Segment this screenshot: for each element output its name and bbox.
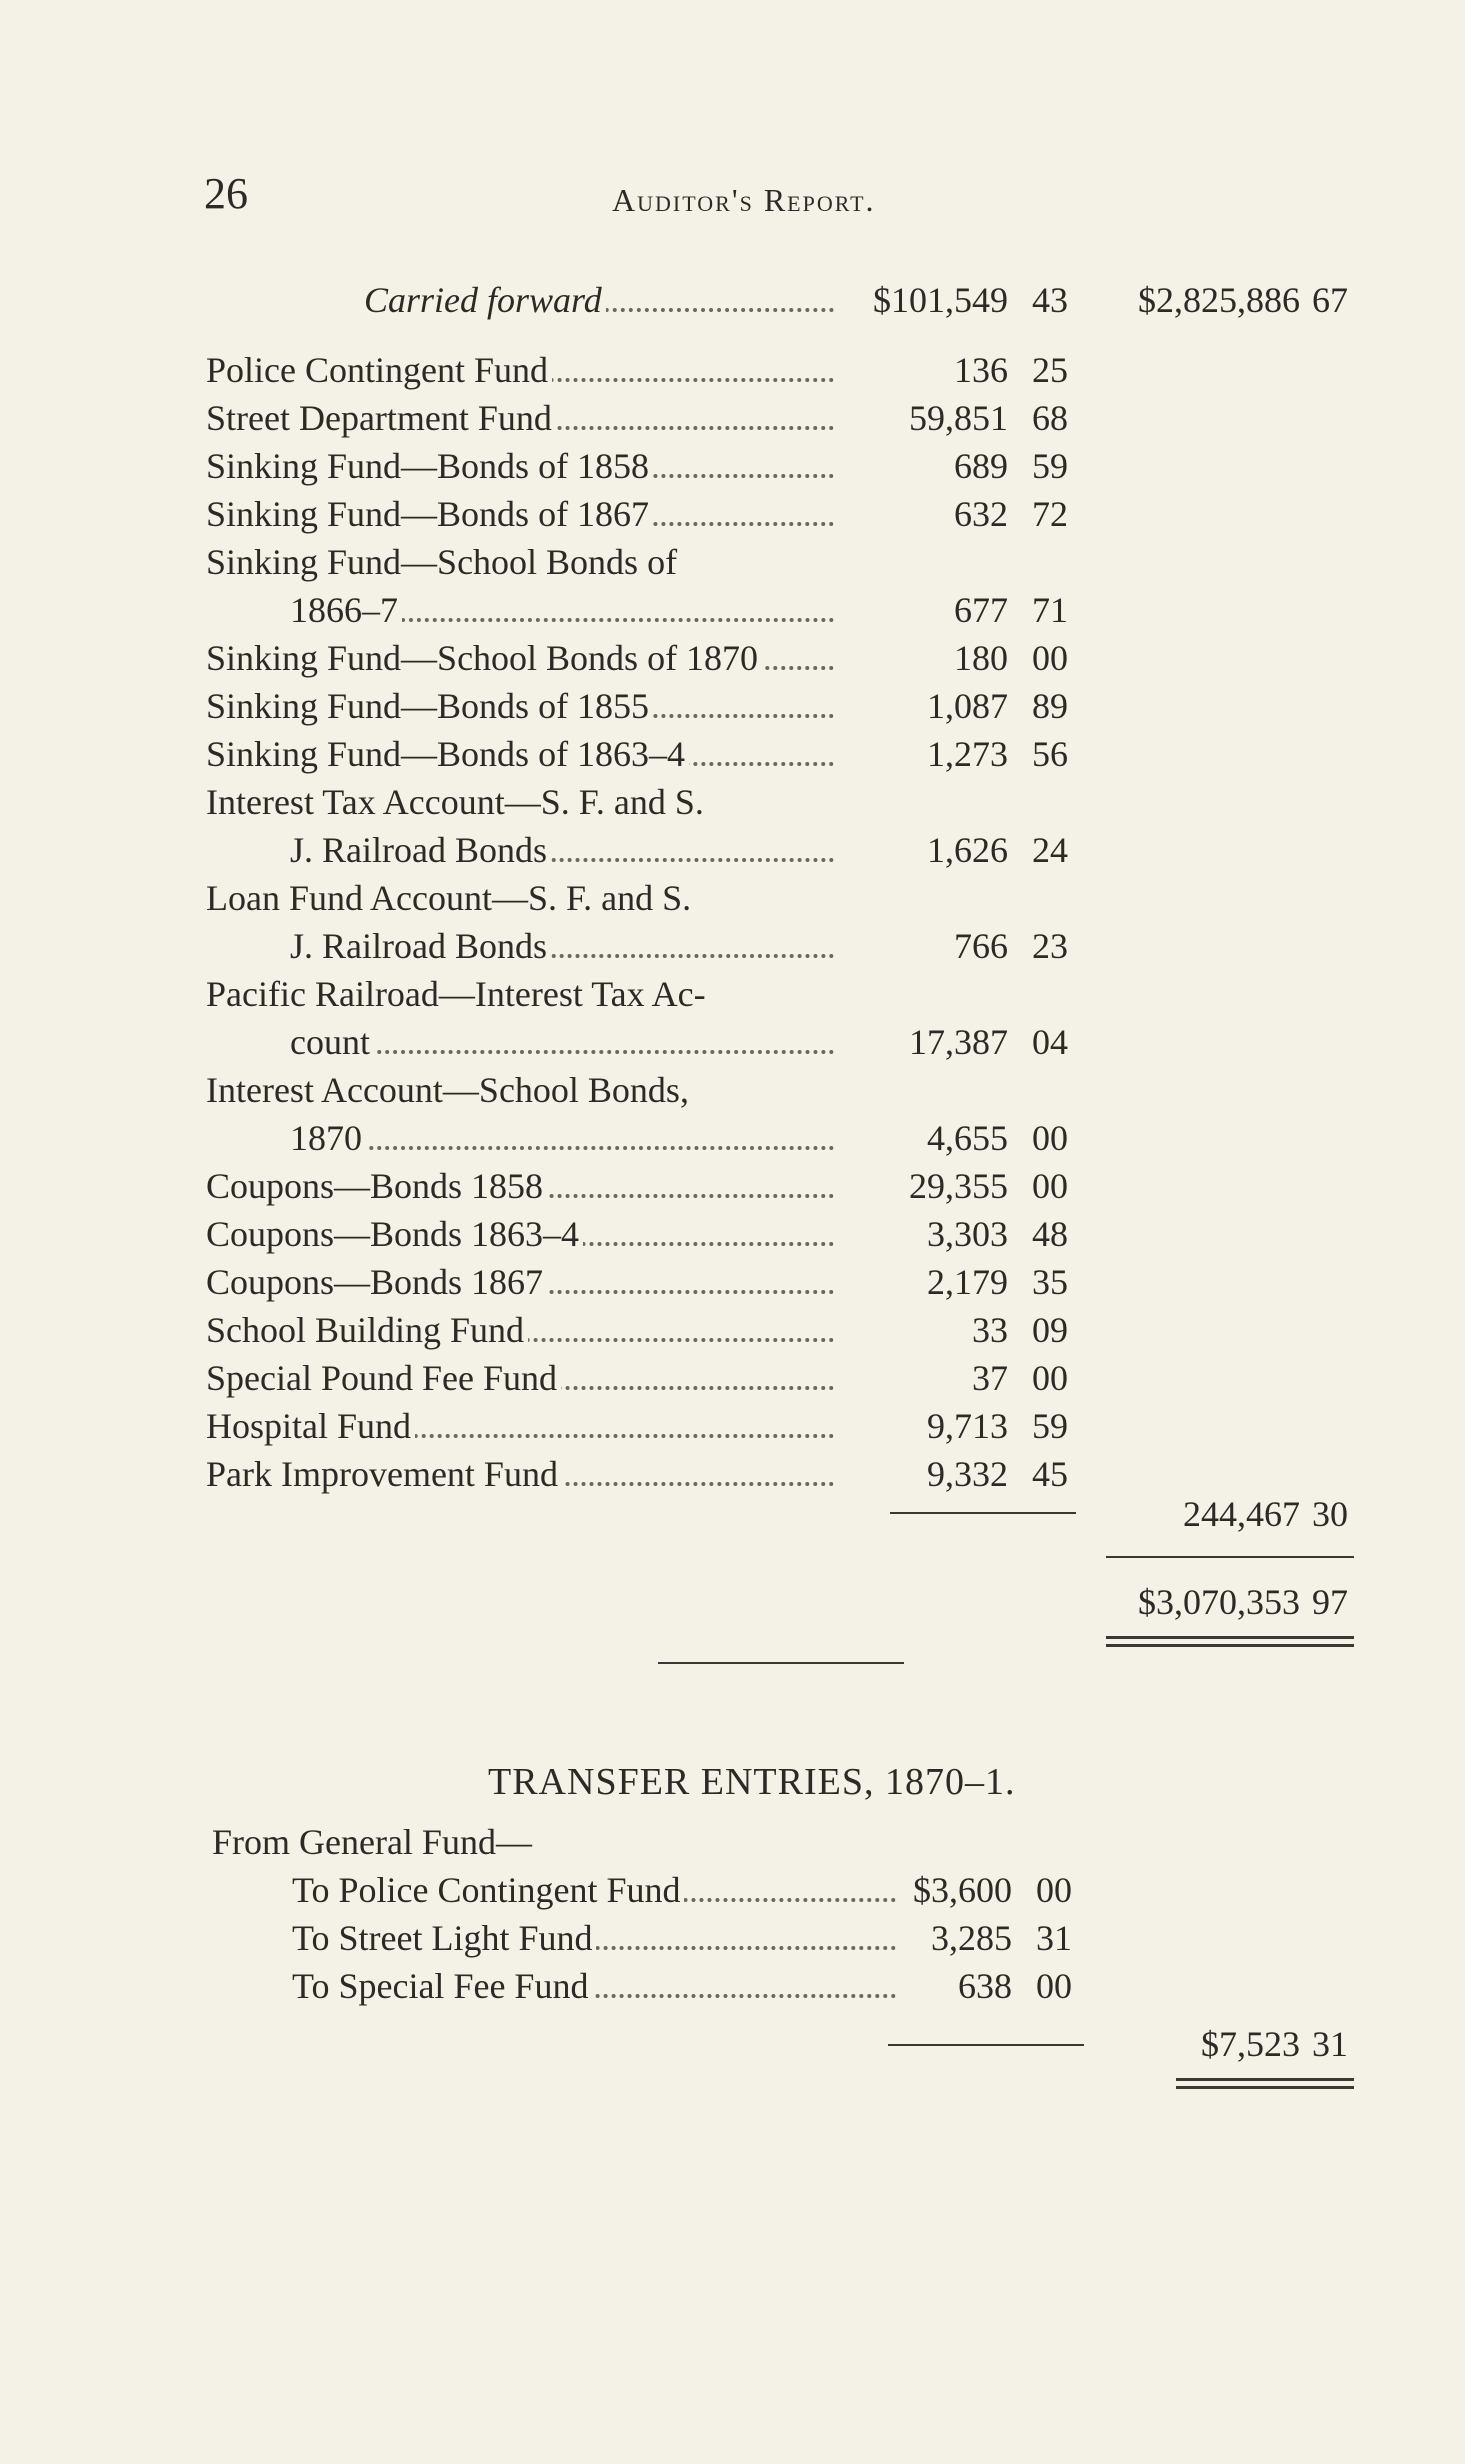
ledger-row bbox=[0, 780, 1465, 824]
transfer-title: TRANSFER ENTRIES, 1870–1. bbox=[488, 1761, 1016, 1803]
ledger-row bbox=[0, 876, 1465, 920]
ledger-item-cents: 56 bbox=[1032, 734, 1068, 774]
transfer-double-rule-bottom bbox=[1176, 2086, 1354, 2089]
carried-forward-label: Carried forward bbox=[364, 280, 606, 320]
ledger-item-dollars: 9,713 bbox=[927, 1406, 1008, 1446]
grand-total-cents: 97 bbox=[1312, 1582, 1348, 1622]
ledger-row bbox=[0, 684, 1465, 728]
ledger-item-dollars: 1,087 bbox=[927, 686, 1008, 726]
double-rule-top bbox=[1106, 1636, 1354, 1639]
ledger-row bbox=[0, 1308, 1465, 1352]
ledger-item-dollars: 9,332 bbox=[927, 1454, 1008, 1494]
ledger-row bbox=[0, 1164, 1465, 1208]
ledger-item-label: Interest Account—School Bonds, bbox=[206, 1070, 693, 1110]
ledger-item-label: Sinking Fund—Bonds of 1867 bbox=[206, 494, 653, 534]
grand-total-dollars: $3,070,353 bbox=[1138, 1582, 1300, 1622]
ledger-item-dollars: 37 bbox=[972, 1358, 1008, 1398]
ledger-item-label: Park Improvement Fund bbox=[206, 1454, 562, 1494]
ledger-row bbox=[0, 492, 1465, 536]
ledger-item-cents: 09 bbox=[1032, 1310, 1068, 1350]
ledger-item-label: Interest Tax Account—S. F. and S. bbox=[206, 782, 708, 822]
ledger-row bbox=[0, 1452, 1465, 1496]
ledger-item-label: J. Railroad Bonds bbox=[290, 926, 551, 966]
ledger-item-dollars: 3,303 bbox=[927, 1214, 1008, 1254]
ledger-row bbox=[0, 1404, 1465, 1448]
transfer-item-dollars: $3,600 bbox=[913, 1870, 1012, 1910]
ledger-item-label: Sinking Fund—Bonds of 1858 bbox=[206, 446, 653, 486]
ledger-row bbox=[0, 732, 1465, 776]
transfer-row bbox=[0, 1964, 1465, 2008]
transfer-item-label: To Street Light Fund bbox=[292, 1918, 596, 1958]
carried-forward-total-cents: 67 bbox=[1312, 280, 1348, 320]
transfer-total-dollars: $7,523 bbox=[1201, 2024, 1300, 2064]
ledger-item-dollars: 17,387 bbox=[909, 1022, 1008, 1062]
ledger-row bbox=[0, 348, 1465, 392]
ledger-item-label: Coupons—Bonds 1863–4 bbox=[206, 1214, 583, 1254]
ledger-item-cents: 00 bbox=[1032, 638, 1068, 678]
ledger-item-dollars: 766 bbox=[954, 926, 1008, 966]
ledger-row bbox=[0, 1116, 1465, 1160]
transfer-from: From General Fund— bbox=[212, 1822, 532, 1862]
ledger-item-dollars: 2,179 bbox=[927, 1262, 1008, 1302]
ledger-item-dollars: 1,626 bbox=[927, 830, 1008, 870]
ledger-item-label: count bbox=[290, 1022, 374, 1062]
ledger-item-label: School Building Fund bbox=[206, 1310, 528, 1350]
subtotal-cents: 30 bbox=[1312, 1494, 1348, 1534]
double-rule-bottom bbox=[1106, 1644, 1354, 1647]
ledger-row bbox=[0, 924, 1465, 968]
ledger-row bbox=[0, 444, 1465, 488]
ledger-item-dollars: 632 bbox=[954, 494, 1008, 534]
ledger-row bbox=[0, 636, 1465, 680]
carried-forward-total-dollars: $2,825,886 bbox=[1138, 280, 1300, 320]
ledger-item-cents: 00 bbox=[1032, 1166, 1068, 1206]
ledger-item-cents: 48 bbox=[1032, 1214, 1068, 1254]
ledger-row bbox=[0, 1212, 1465, 1256]
ledger-row bbox=[0, 588, 1465, 632]
ledger-item-label: Police Contingent Fund bbox=[206, 350, 552, 390]
carried-forward-cents: 43 bbox=[1032, 280, 1068, 320]
ledger-row bbox=[0, 1068, 1465, 1112]
ledger-item-label: Sinking Fund—Bonds of 1863–4 bbox=[206, 734, 689, 774]
ledger-row bbox=[0, 828, 1465, 872]
ledger-item-cents: 59 bbox=[1032, 446, 1068, 486]
ledger-item-label: Loan Fund Account—S. F. and S. bbox=[206, 878, 695, 918]
transfer-item-cents: 00 bbox=[1036, 1870, 1072, 1910]
transfer-item-dollars: 3,285 bbox=[931, 1918, 1012, 1958]
ledger-row bbox=[0, 1260, 1465, 1304]
ledger-item-dollars: 689 bbox=[954, 446, 1008, 486]
transfer-item-dollars: 638 bbox=[958, 1966, 1012, 2006]
ledger-row bbox=[0, 1020, 1465, 1064]
ledger-item-label: Coupons—Bonds 1867 bbox=[206, 1262, 547, 1302]
transfer-item-label: To Special Fee Fund bbox=[292, 1966, 592, 2006]
ledger-item-dollars: 4,655 bbox=[927, 1118, 1008, 1158]
ledger-item-cents: 00 bbox=[1032, 1118, 1068, 1158]
ledger-item-cents: 45 bbox=[1032, 1454, 1068, 1494]
ledger-row bbox=[0, 1356, 1465, 1400]
ledger-item-label: Pacific Railroad—Interest Tax Ac- bbox=[206, 974, 710, 1014]
ledger-item-label: Sinking Fund—School Bonds of 1870 bbox=[206, 638, 762, 678]
section-divider bbox=[658, 1662, 904, 1664]
ledger-item-label: 1870 bbox=[290, 1118, 366, 1158]
transfer-row bbox=[0, 1916, 1465, 1960]
ledger-item-cents: 59 bbox=[1032, 1406, 1068, 1446]
running-head: Auditor's Report. bbox=[612, 182, 876, 218]
transfer-item-cents: 00 bbox=[1036, 1966, 1072, 2006]
ledger-item-cents: 00 bbox=[1032, 1358, 1068, 1398]
ledger-item-cents: 25 bbox=[1032, 350, 1068, 390]
ledger-item-dollars: 33 bbox=[972, 1310, 1008, 1350]
ledger-item-label: 1866–7 bbox=[290, 590, 402, 630]
transfer-row bbox=[0, 1868, 1465, 1912]
ledger-item-label: J. Railroad Bonds bbox=[290, 830, 551, 870]
ledger-item-cents: 71 bbox=[1032, 590, 1068, 630]
ledger-item-label: Sinking Fund—Bonds of 1855 bbox=[206, 686, 653, 726]
ledger-item-cents: 23 bbox=[1032, 926, 1068, 966]
carried-forward-row bbox=[0, 278, 1465, 322]
ledger-row bbox=[0, 972, 1465, 1016]
ledger-item-dollars: 1,273 bbox=[927, 734, 1008, 774]
ledger-item-dollars: 29,355 bbox=[909, 1166, 1008, 1206]
transfer-total-cents: 31 bbox=[1312, 2024, 1348, 2064]
ledger-row bbox=[0, 396, 1465, 440]
total-rule bbox=[1106, 1556, 1354, 1558]
ledger-item-label: Special Pound Fee Fund bbox=[206, 1358, 561, 1398]
ledger-item-cents: 68 bbox=[1032, 398, 1068, 438]
ledger-item-dollars: 59,851 bbox=[909, 398, 1008, 438]
ledger-item-label: Street Department Fund bbox=[206, 398, 556, 438]
ledger-item-cents: 04 bbox=[1032, 1022, 1068, 1062]
ledger-item-dollars: 136 bbox=[954, 350, 1008, 390]
ledger-item-label: Coupons—Bonds 1858 bbox=[206, 1166, 547, 1206]
carried-forward-dollars: $101,549 bbox=[873, 280, 1008, 320]
ledger-item-cents: 72 bbox=[1032, 494, 1068, 534]
ledger-item-dollars: 677 bbox=[954, 590, 1008, 630]
transfer-item-cents: 31 bbox=[1036, 1918, 1072, 1958]
page-number: 26 bbox=[204, 169, 248, 218]
transfer-total-row bbox=[0, 2022, 1465, 2066]
subtotal-dollars: 244,467 bbox=[1183, 1494, 1300, 1534]
ledger-item-label: Hospital Fund bbox=[206, 1406, 415, 1446]
subtotal-row bbox=[0, 1492, 1465, 1536]
ledger-item-cents: 89 bbox=[1032, 686, 1068, 726]
transfer-double-rule-top bbox=[1176, 2078, 1354, 2081]
ledger-item-cents: 35 bbox=[1032, 1262, 1068, 1302]
ledger-item-cents: 24 bbox=[1032, 830, 1068, 870]
ledger-item-dollars: 180 bbox=[954, 638, 1008, 678]
grand-total-row bbox=[0, 1580, 1465, 1624]
ledger-row bbox=[0, 540, 1465, 584]
transfer-item-label: To Police Contingent Fund bbox=[292, 1870, 684, 1910]
ledger-item-label: Sinking Fund—School Bonds of bbox=[206, 542, 681, 582]
